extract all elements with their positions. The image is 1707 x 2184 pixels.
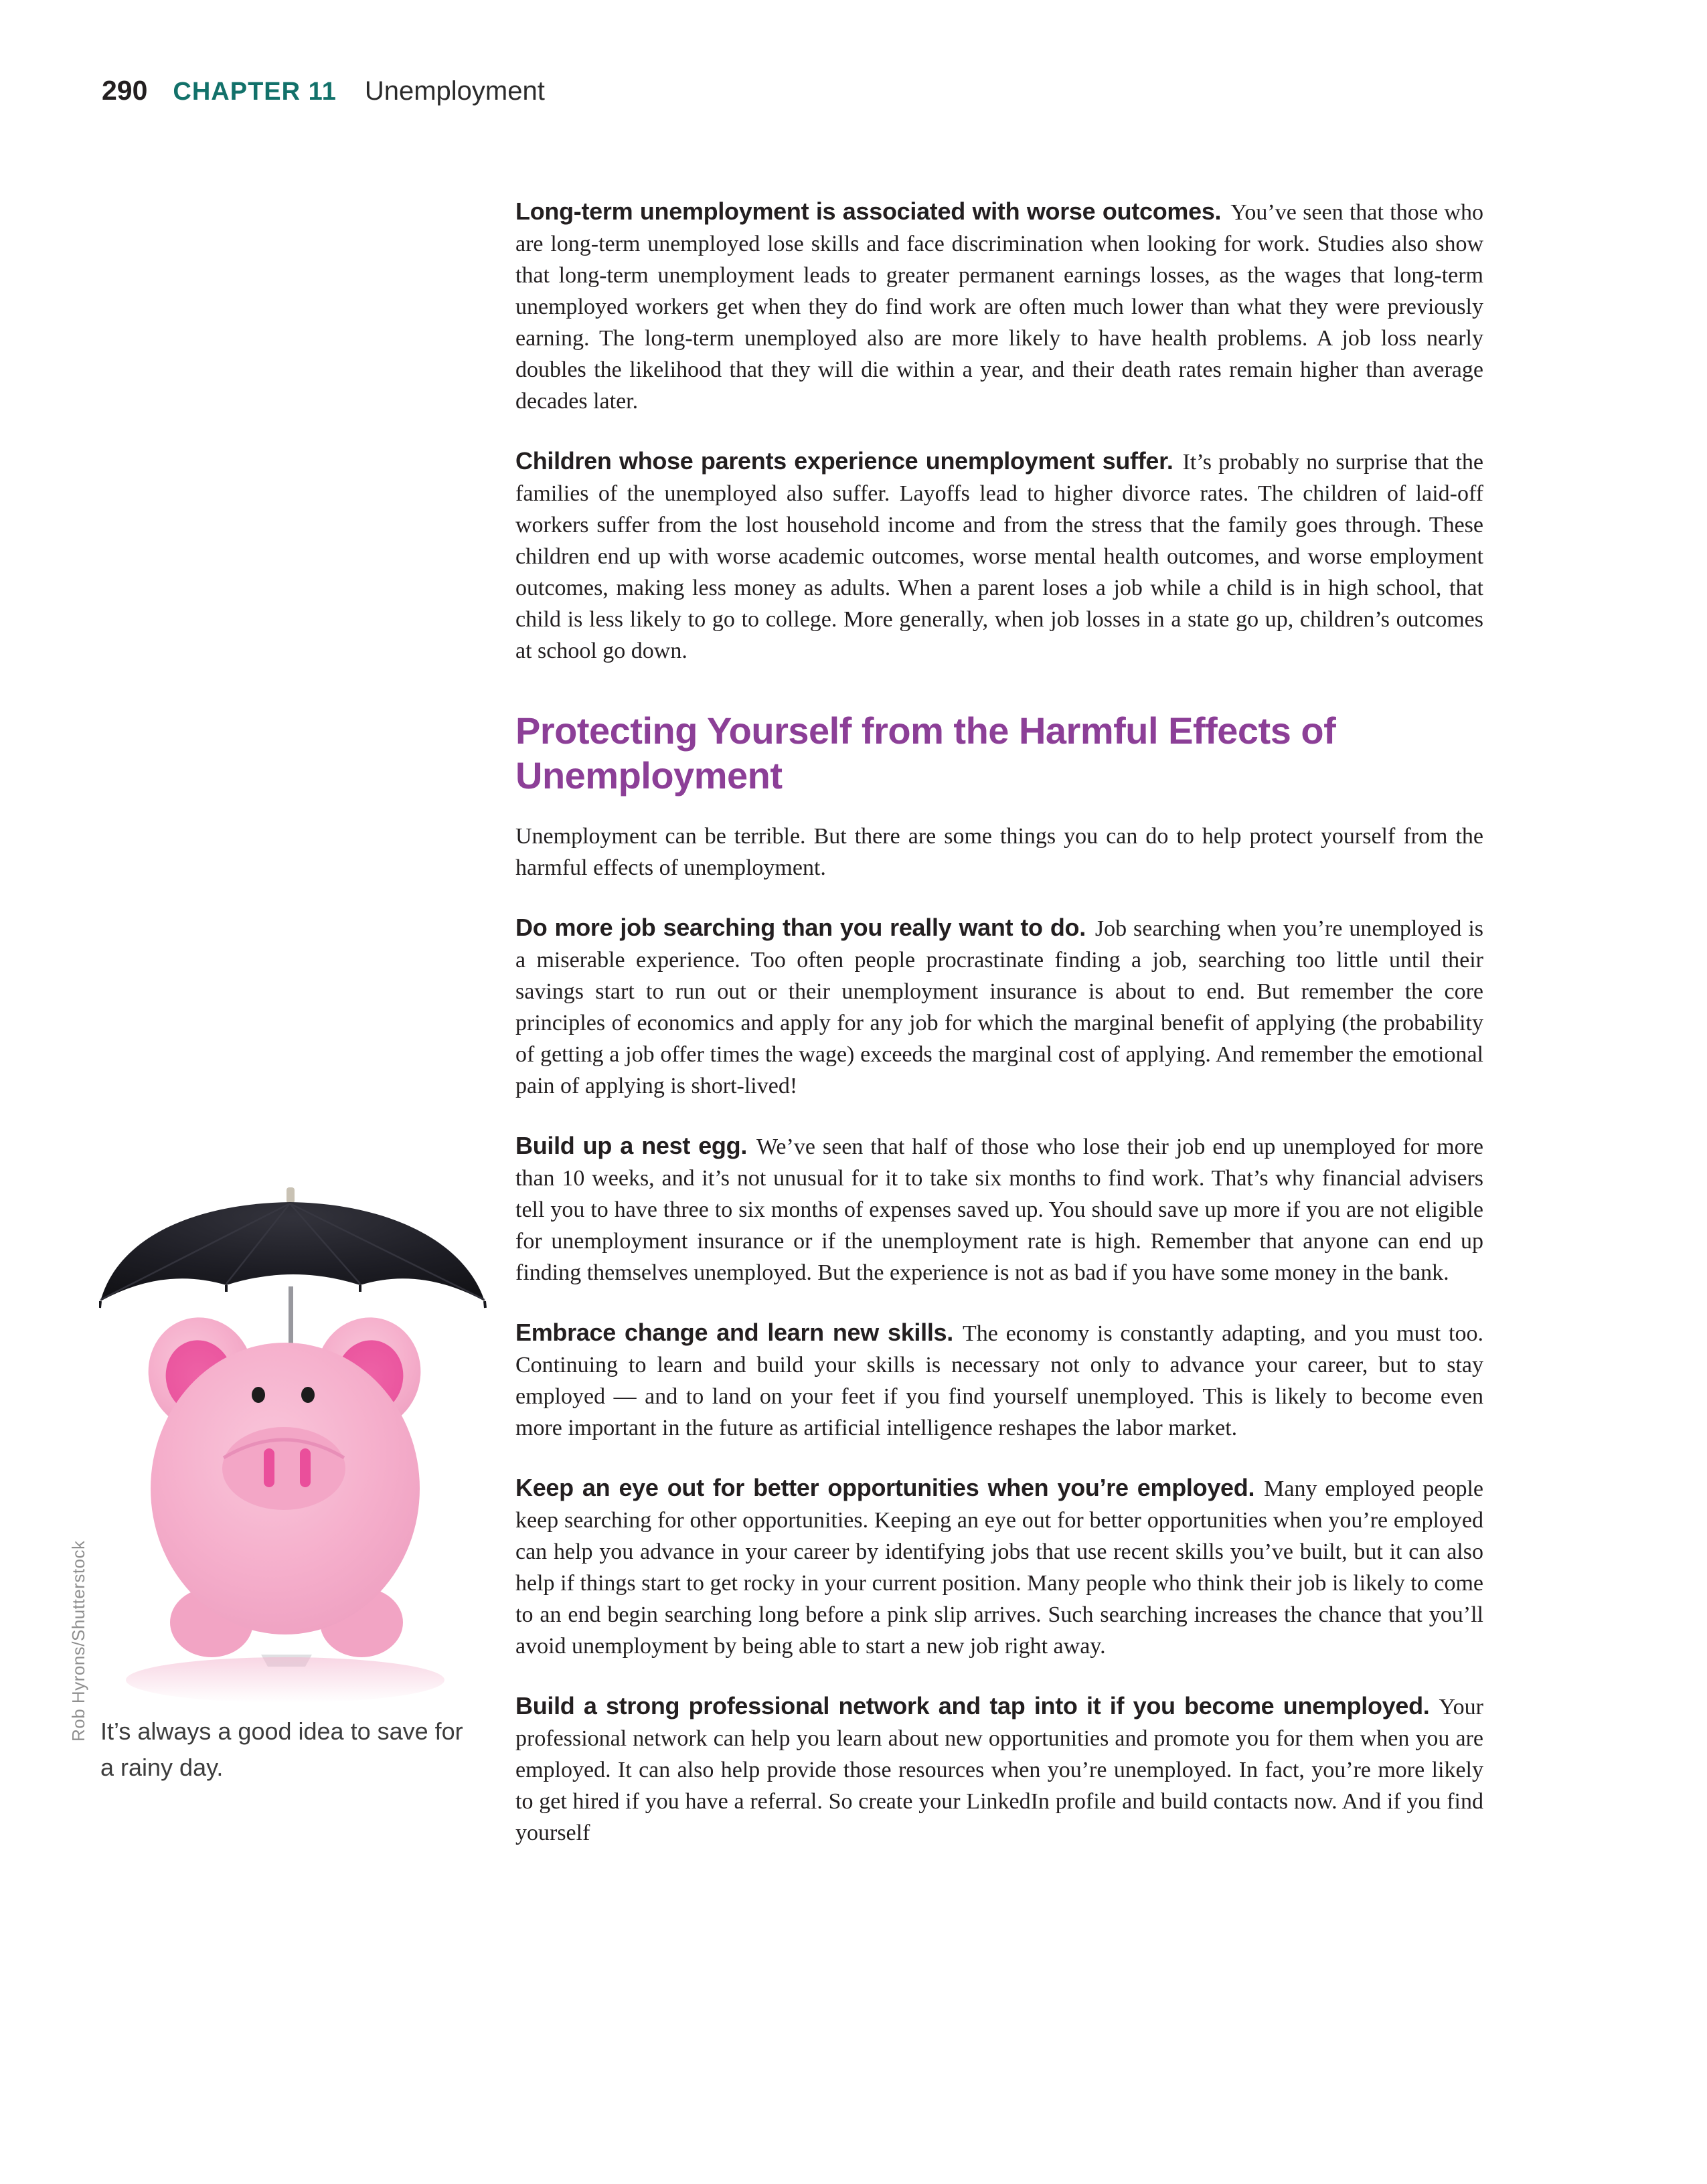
paragraph-professional-network [515,1690,1483,1849]
run-in-heading: Build up a nest egg. [515,1132,748,1159]
umbrella-canopy [100,1202,485,1301]
run-in-heading: Children whose parents experience unemployment suffer. [515,447,1173,475]
run-in-heading: Embrace change and learn new skills. [515,1319,953,1346]
chapter-label: CHAPTER 11 [173,78,337,106]
section-heading: Protecting Yourself from the Harmful Effects of Unemployment [515,709,1336,796]
paragraph-long-term-outcomes [515,195,1483,417]
page-number: 290 [102,75,148,106]
paragraph-body: You’ve seen that those who are long-term unemployed lose skills and face discrimination when looking for work. Studies also show that long-term unemployment leads to greater permanent earnings losses, as the wages that long-term unemployed workers get when they do find work are often much lower than what they were previously earning. The long-term unemployed also are more likely to have health problems. A job loss nearly doubles the likelihood that they will die within a year, and their death rates remain higher than average decades later. [515,200,1483,414]
main-text-column [515,195,1483,1877]
paragraph-job-searching [515,912,1483,1102]
paragraph-children-suffer [515,445,1483,667]
photo-credit: Rob Hyrons/Shutterstock [68,1540,88,1742]
pig-snout [222,1427,345,1510]
paragraph-body: We’ve seen that half of those who lose their job end up unemployed for more than 10 weeks, and it’s not unusual for it to take six months to find work. That’s why financial advisers tell you to have three to six months of expenses saved up. You should save up more if you are not eligible for unemployment insurance or if the unemployment rate is high. Remember that anyone can end up finding themselves unemployed. But the experience is not as bad if you have some money in the bank. [515,1135,1483,1285]
run-in-heading: Build a strong professional network and tap into it if you become unemployed. [515,1692,1430,1719]
section-intro-paragraph: Unemployment can be terrible. But there are some things you can do to help protect yourself from the harmful effects of unemployment. [515,824,1483,880]
running-head [102,75,545,106]
run-in-heading: Do more job searching than you really want to do. [515,914,1086,941]
paragraph-embrace-change [515,1317,1483,1444]
paragraph-body: Your professional network can help you learn about new opportunities and promote you for them when you are employed. It can also help provide those resources when you’re unemployed. In fact, you’re more likely to get hired if you have a referral. So create your LinkedIn profile and build contacts now. And if you find yourself [515,1695,1483,1845]
paragraph-body: Many employed people keep searching for other opportunities. Keeping an eye out for better opportunities when you’re employed can help you advance in your career by identifying jobs that use recent skills you’ve built, but it can also help if things start to get rocky in your current position. Many people who think their job is likely to come to an end begin searching long before a pink slip arrives. Such searching increases the chance that you’ll avoid unemployment by being able to start a new job right away. [515,1477,1483,1659]
paragraph-body: The economy is constantly adapting, and you must too. Continuing to learn and build your skills is necessary not only to advance your career, but to stay employed — and to land on your feet if you find yourself unemployed. This is likely to become even more important in the future as artificial intelligence reshapes the labor market. [515,1321,1484,1440]
run-in-heading: Keep an eye out for better opportunities when you’re employed. [515,1474,1255,1501]
paragraph-body: It’s probably no surprise that the families of the unemployed also suffer. Layoffs lead to higher divorce rates. The children of laid-off workers suffer from the lost household income and from the stress that the family goes through. These children end up with worse academic outcomes, worse mental health outcomes, and worse employment outcomes, making less money as adults. When a parent loses a job while a child is in high school, that child is less likely to go to college. More generally, when job losses in a state go up, children’s outcomes at school go down. [515,450,1483,663]
paragraph-nest-egg [515,1130,1483,1288]
piggy-bank-umbrella-image [99,1186,490,1715]
paragraph-better-opportunities [515,1472,1483,1662]
chapter-title: Unemployment [364,76,545,106]
pig-reflection [126,1657,444,1703]
figure-caption: It’s always a good idea to save for a rainy day. [100,1717,463,1781]
umbrella-finial [287,1187,295,1203]
paragraph-body: Job searching when you’re unemployed is a miserable experience. Too often people procrastinate finding a job, searching too little until their savings start to run out or their unemployment insurance is about to end. But remember the core principles of economics and apply for any job for which the marginal benefit of applying (the probability of getting a job offer times the wage) exceeds the marginal cost of applying. And remember the emotional pain of applying is short-lived! [515,916,1483,1098]
run-in-heading: Long-term unemployment is associated with worse outcomes. [515,197,1222,225]
